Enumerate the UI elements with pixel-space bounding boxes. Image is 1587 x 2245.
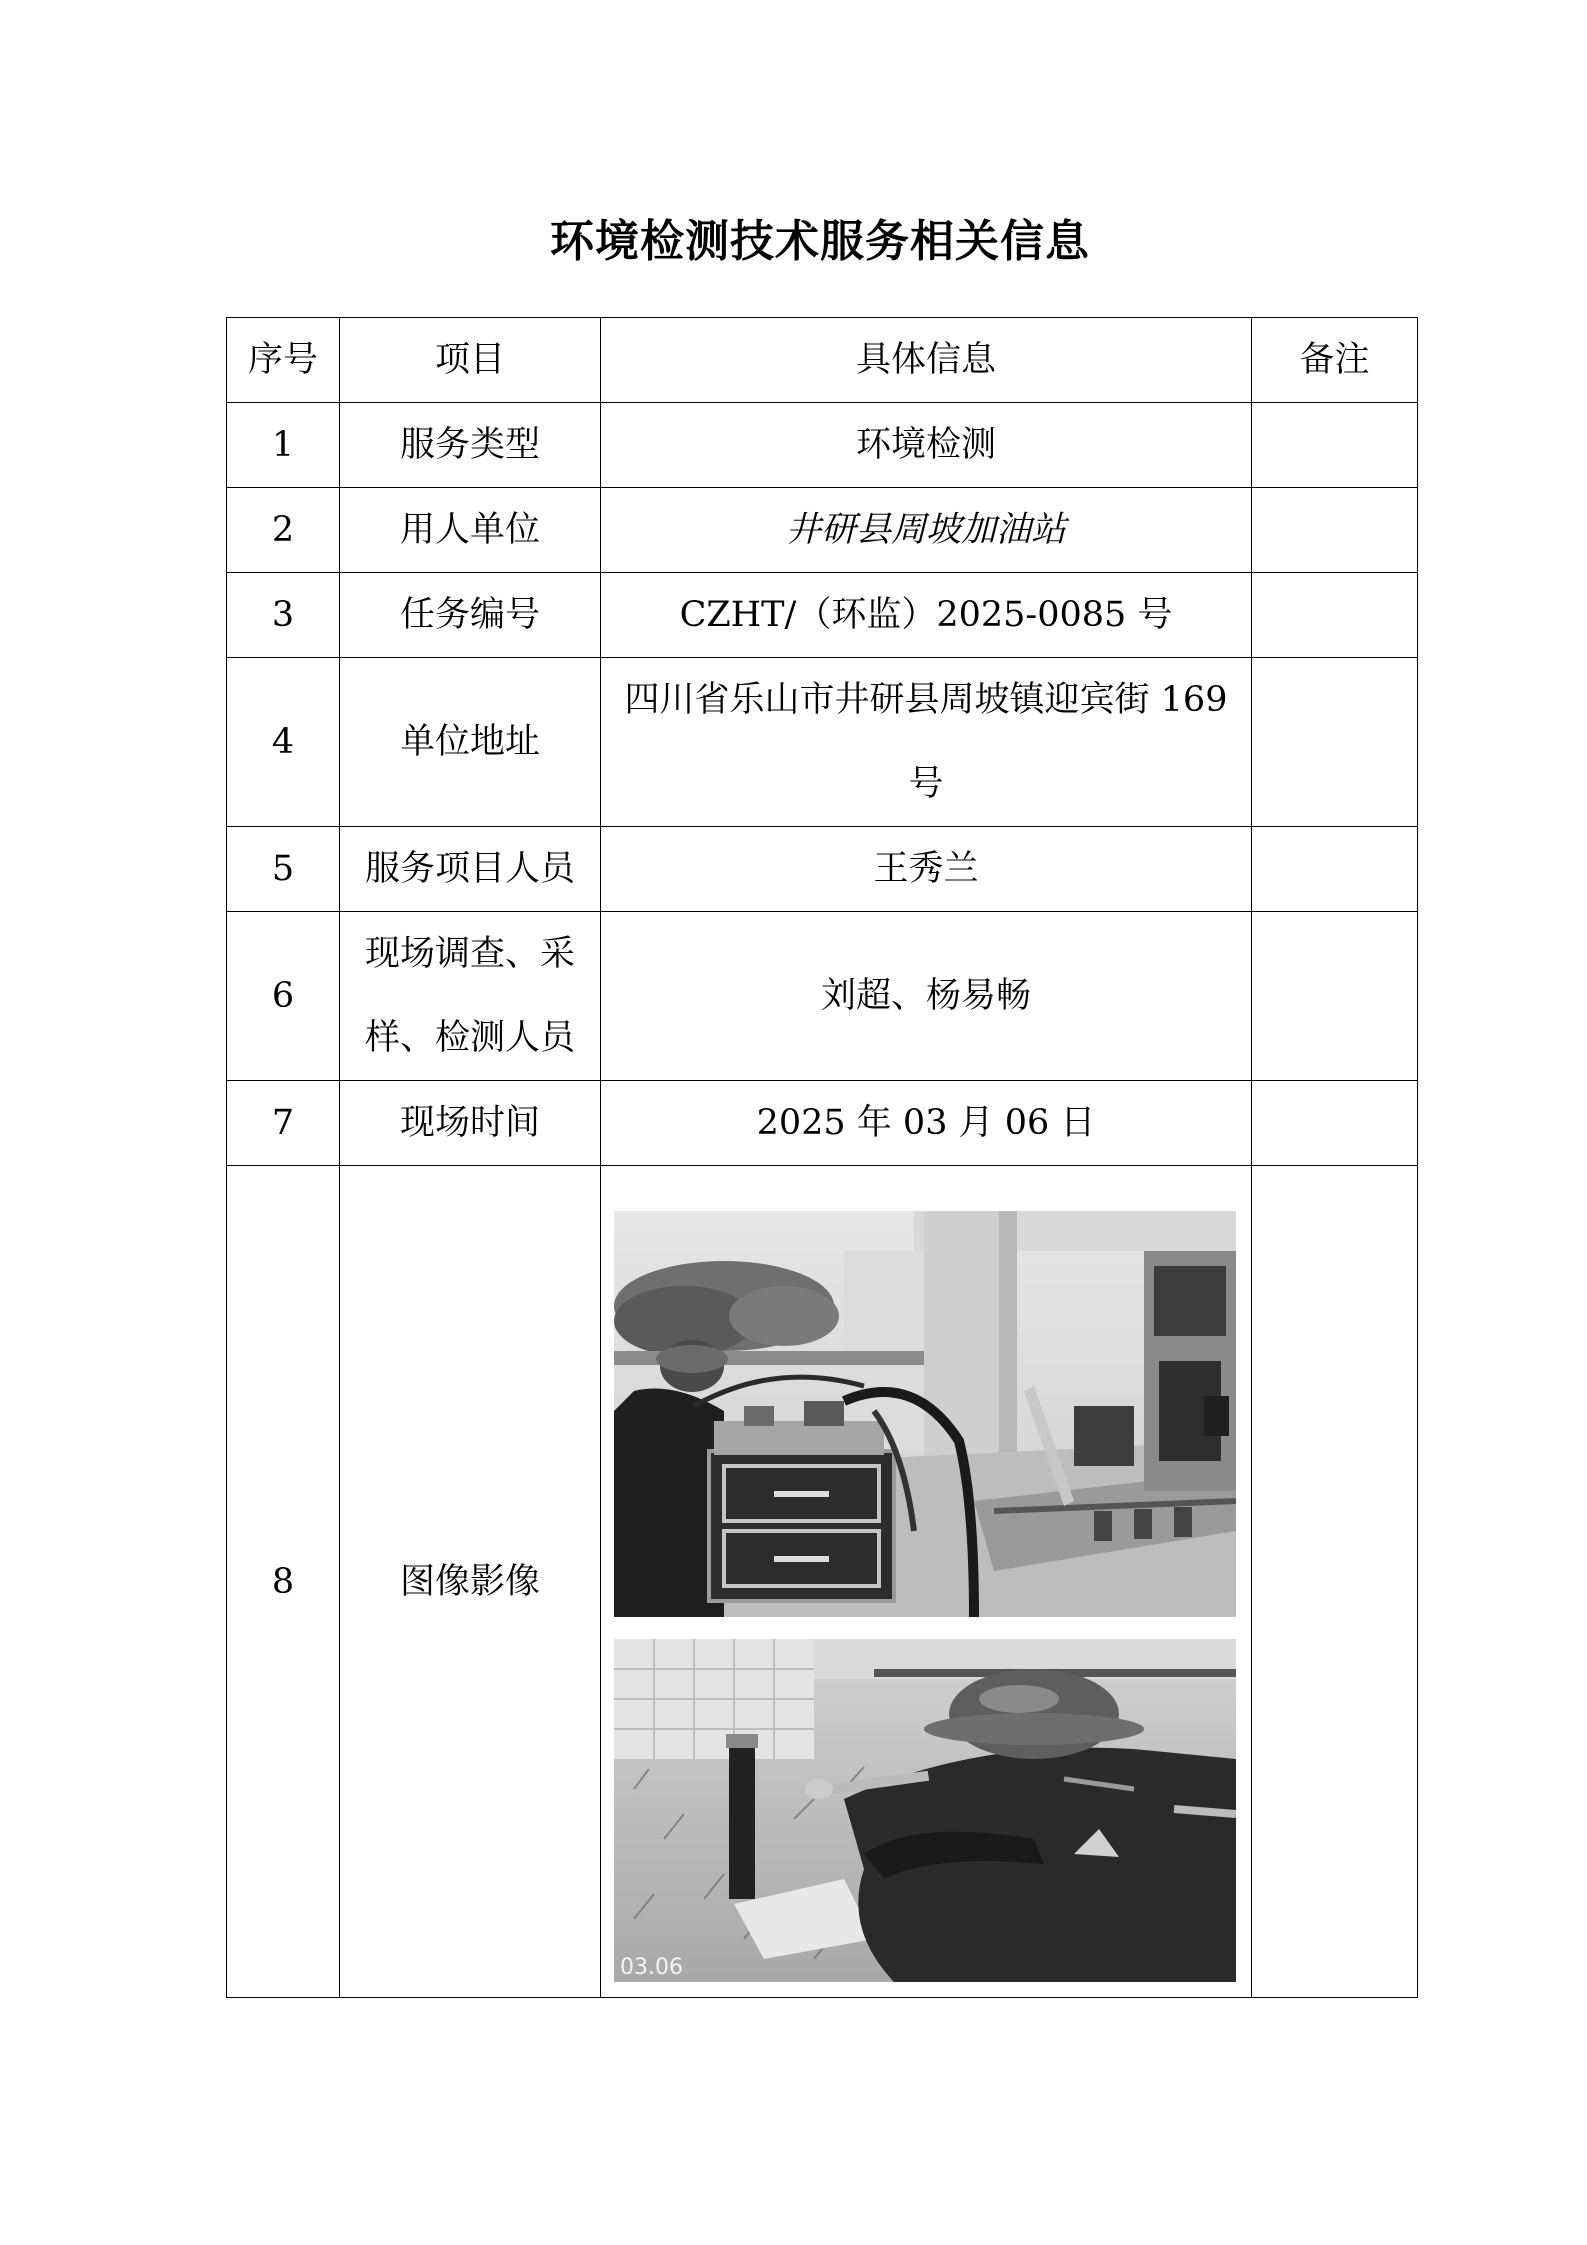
cell-remark — [1252, 912, 1418, 1081]
cell-remark — [1252, 658, 1418, 827]
table-row — [227, 1081, 1418, 1166]
cell-detail: 王秀兰 — [601, 827, 1252, 912]
soil-sampling-photo — [614, 1639, 1236, 1982]
table-row — [227, 658, 1418, 827]
soil-sampling-image — [614, 1639, 1236, 1982]
sampling-equipment-image — [614, 1211, 1236, 1617]
cell-item: 服务项目人员 — [340, 827, 601, 912]
header-seq: 序号 — [227, 318, 340, 403]
cell-seq: 4 — [227, 658, 340, 827]
cell-seq: 8 — [227, 1166, 340, 1998]
cell-item: 图像影像 — [340, 1166, 601, 1998]
cell-seq: 5 — [227, 827, 340, 912]
cell-seq: 3 — [227, 573, 340, 658]
cell-remark — [1252, 1166, 1418, 1998]
table-row — [227, 488, 1418, 573]
sampling-equipment-photo — [614, 1211, 1236, 1617]
table-row — [227, 827, 1418, 912]
cell-seq: 7 — [227, 1081, 340, 1166]
cell-seq: 1 — [227, 403, 340, 488]
cell-item: 任务编号 — [340, 573, 601, 658]
cell-item: 单位地址 — [340, 658, 601, 827]
cell-item: 现场调查、采样、检测人员 — [340, 912, 601, 1081]
header-detail: 具体信息 — [601, 318, 1252, 403]
page-title: 环境检测技术服务相关信息 — [550, 216, 1090, 267]
cell-detail-photos — [601, 1166, 1252, 1998]
cell-remark — [1252, 488, 1418, 573]
cell-item: 用人单位 — [340, 488, 601, 573]
cell-detail: 刘超、杨易畅 — [601, 912, 1252, 1081]
cell-remark — [1252, 827, 1418, 912]
cell-seq: 6 — [227, 912, 340, 1081]
cell-item: 现场时间 — [340, 1081, 601, 1166]
table-row — [227, 912, 1418, 1081]
table-row — [227, 403, 1418, 488]
cell-remark — [1252, 403, 1418, 488]
header-remark: 备注 — [1252, 318, 1418, 403]
cell-detail: 井研县周坡加油站 — [601, 488, 1252, 573]
cell-remark — [1252, 1081, 1418, 1166]
table-row — [227, 573, 1418, 658]
cell-detail: 环境检测 — [601, 403, 1252, 488]
cell-detail: 2025 年 03 月 06 日 — [601, 1081, 1252, 1166]
cell-detail: CZHT/（环监）2025-0085 号 — [601, 573, 1252, 658]
cell-item: 服务类型 — [340, 403, 601, 488]
table-header-row — [227, 318, 1418, 403]
table-row — [227, 1166, 1418, 1998]
cell-detail: 四川省乐山市井研县周坡镇迎宾街 169 号 — [601, 658, 1252, 827]
cell-seq: 2 — [227, 488, 340, 573]
photo-date-stamp: 03.06 — [620, 1955, 683, 1980]
header-item: 项目 — [340, 318, 601, 403]
cell-remark — [1252, 573, 1418, 658]
info-table — [226, 317, 1418, 1998]
